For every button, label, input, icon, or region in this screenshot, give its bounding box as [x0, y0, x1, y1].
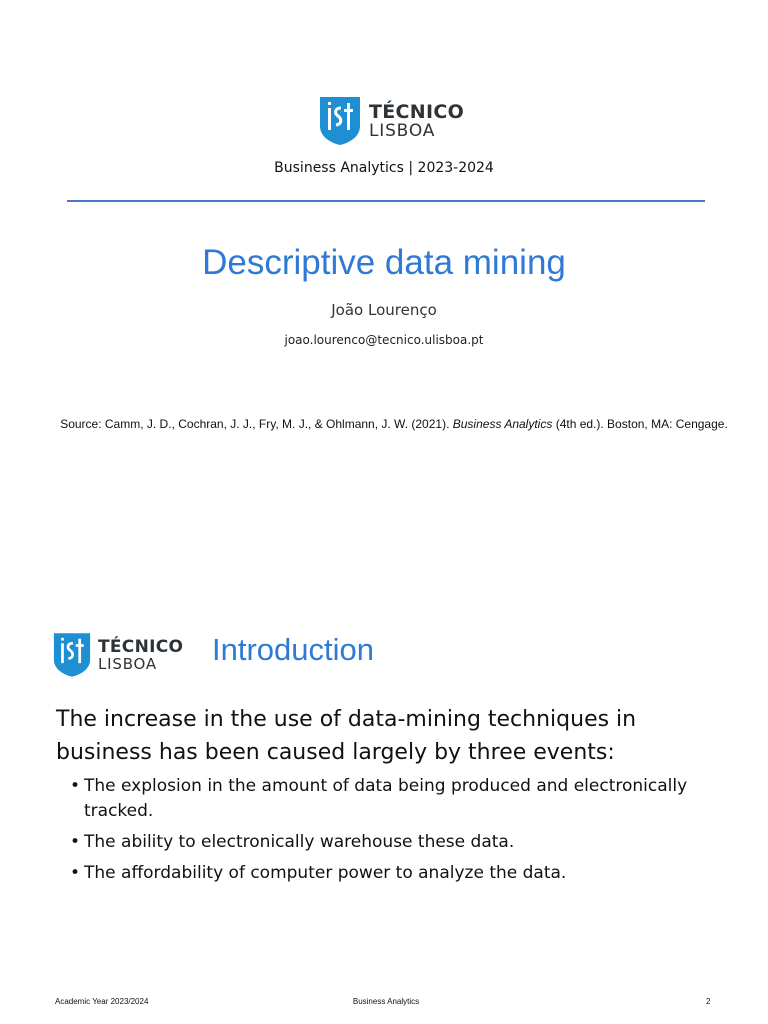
bullet-text: The explosion in the amount of data being produced and electronically tracked. [84, 776, 688, 821]
logo-wordmark-bottom: LISBOA [98, 654, 157, 673]
section-title: Introduction [212, 632, 374, 667]
author-name: João Lourenço [331, 301, 437, 319]
logo-wordmark-top: TÉCNICO [369, 100, 465, 123]
list-item [70, 861, 730, 886]
tecnico-lisboa-logo-small [53, 632, 183, 678]
source-suffix: (4th ed.). Boston, MA: Cengage. [552, 417, 728, 431]
author-email: joao.lourenco@tecnico.ulisboa.pt [284, 333, 484, 347]
bullet-dot-icon: • [70, 776, 81, 796]
course-subtitle: Business Analytics | 2023-2024 [274, 160, 494, 176]
logo-wordmark-top: TÉCNICO [98, 636, 184, 657]
bullet-dot-icon: • [70, 863, 81, 883]
bullet-dot-icon: • [70, 832, 81, 852]
title-slide [0, 0, 768, 500]
ist-shield-icon [53, 632, 91, 678]
source-book-title: Business Analytics [452, 417, 553, 431]
ist-shield-icon [319, 96, 361, 146]
slide-title: Descriptive data mining [202, 243, 566, 282]
source-prefix: Source: Camm, J. D., Cochran, J. J., Fry, M. J., & Ohlmann, J. W. (2021). [60, 417, 453, 431]
source-citation [0, 417, 768, 431]
tecnico-lisboa-logo [319, 96, 464, 146]
footer-course: Business Analytics [352, 997, 420, 1006]
lead-paragraph: The increase in the use of data-mining techniques in business has been caused largely by three events: [56, 707, 637, 765]
footer-page-number: 2 [706, 997, 711, 1006]
logo-wordmark-bottom: LISBOA [369, 120, 436, 141]
bullet-text: The ability to electronically warehouse these data. [84, 832, 515, 852]
list-item [70, 830, 730, 855]
bullet-text: The affordability of computer power to analyze the data. [84, 863, 567, 883]
list-item [70, 774, 730, 824]
divider-rule [67, 200, 705, 202]
footer-academic-year: Academic Year 2023/2024 [55, 997, 149, 1006]
bullet-list [70, 774, 730, 892]
